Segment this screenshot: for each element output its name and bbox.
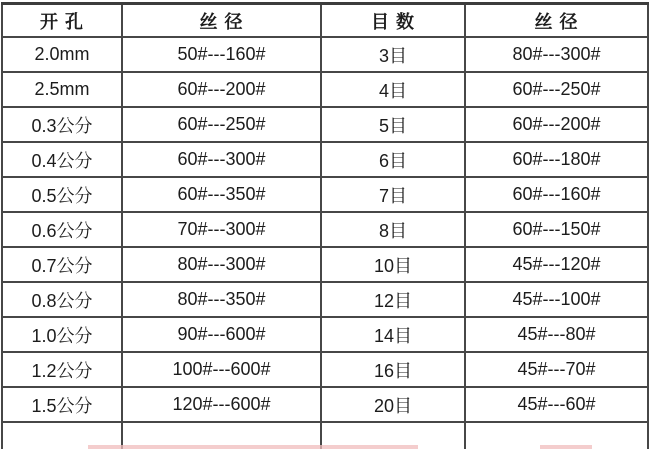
table-row (2, 107, 648, 142)
table-row (2, 317, 648, 352)
cell-opening: 0.7公分 (2, 247, 122, 282)
table-row (2, 212, 648, 247)
mesh-spec-table (1, 2, 649, 449)
cell-opening: 0.5公分 (2, 177, 122, 212)
cell-mesh-count: 5目 (321, 107, 465, 142)
cell-opening: 2.5mm (2, 72, 122, 107)
table-body (2, 37, 648, 449)
cell-wire-diameter: 90#---600# (122, 317, 321, 352)
table-row (2, 177, 648, 212)
cell-wire-diameter: 60#---300# (122, 142, 321, 177)
cell-mesh-count: 12目 (321, 282, 465, 317)
cell-wire-diameter-2: 60#---250# (465, 72, 648, 107)
cell-wire-diameter-2: 45#---70# (465, 352, 648, 387)
table-header (2, 4, 648, 38)
cell-wire-diameter (122, 422, 321, 449)
cell-wire-diameter: 120#---600# (122, 387, 321, 422)
cell-wire-diameter-2: 45#---60# (465, 387, 648, 422)
cell-wire-diameter-2 (465, 422, 648, 449)
cell-wire-diameter: 80#---350# (122, 282, 321, 317)
cell-opening: 0.3公分 (2, 107, 122, 142)
header-mesh-count: 目 数 (321, 4, 465, 38)
cell-mesh-count: 14目 (321, 317, 465, 352)
header-opening: 开 孔 (2, 4, 122, 38)
cell-mesh-count: 6目 (321, 142, 465, 177)
table-row (2, 37, 648, 72)
cell-wire-diameter-2: 60#---150# (465, 212, 648, 247)
cell-opening (2, 422, 122, 449)
cell-opening: 1.2公分 (2, 352, 122, 387)
cell-wire-diameter-2: 45#---80# (465, 317, 648, 352)
table-row (2, 142, 648, 177)
cell-mesh-count: 16目 (321, 352, 465, 387)
cell-wire-diameter: 70#---300# (122, 212, 321, 247)
cell-wire-diameter-2: 80#---300# (465, 37, 648, 72)
header-row (2, 4, 648, 38)
header-wire-diameter: 丝 径 (122, 4, 321, 38)
cell-opening: 0.4公分 (2, 142, 122, 177)
table-row-partial (2, 422, 648, 449)
cell-wire-diameter-2: 60#---180# (465, 142, 648, 177)
cell-mesh-count: 7目 (321, 177, 465, 212)
cell-mesh-count: 20目 (321, 387, 465, 422)
table-row (2, 387, 648, 422)
cell-mesh-count (321, 422, 465, 449)
table-row (2, 247, 648, 282)
cell-wire-diameter-2: 60#---200# (465, 107, 648, 142)
cell-wire-diameter: 60#---200# (122, 72, 321, 107)
table-row (2, 282, 648, 317)
header-wire-diameter-2: 丝 径 (465, 4, 648, 38)
cell-mesh-count: 10目 (321, 247, 465, 282)
cell-wire-diameter-2: 60#---160# (465, 177, 648, 212)
cell-mesh-count: 4目 (321, 72, 465, 107)
cell-opening: 1.0公分 (2, 317, 122, 352)
cell-opening: 0.6公分 (2, 212, 122, 247)
table-row (2, 72, 648, 107)
cell-wire-diameter-2: 45#---100# (465, 282, 648, 317)
cell-opening: 2.0mm (2, 37, 122, 72)
cell-mesh-count: 3目 (321, 37, 465, 72)
cell-opening: 1.5公分 (2, 387, 122, 422)
cell-wire-diameter: 60#---350# (122, 177, 321, 212)
table-row (2, 352, 648, 387)
cell-wire-diameter: 80#---300# (122, 247, 321, 282)
cell-wire-diameter-2: 45#---120# (465, 247, 648, 282)
cell-mesh-count: 8目 (321, 212, 465, 247)
cell-wire-diameter: 100#---600# (122, 352, 321, 387)
cell-wire-diameter: 50#---160# (122, 37, 321, 72)
cell-wire-diameter: 60#---250# (122, 107, 321, 142)
cell-opening: 0.8公分 (2, 282, 122, 317)
